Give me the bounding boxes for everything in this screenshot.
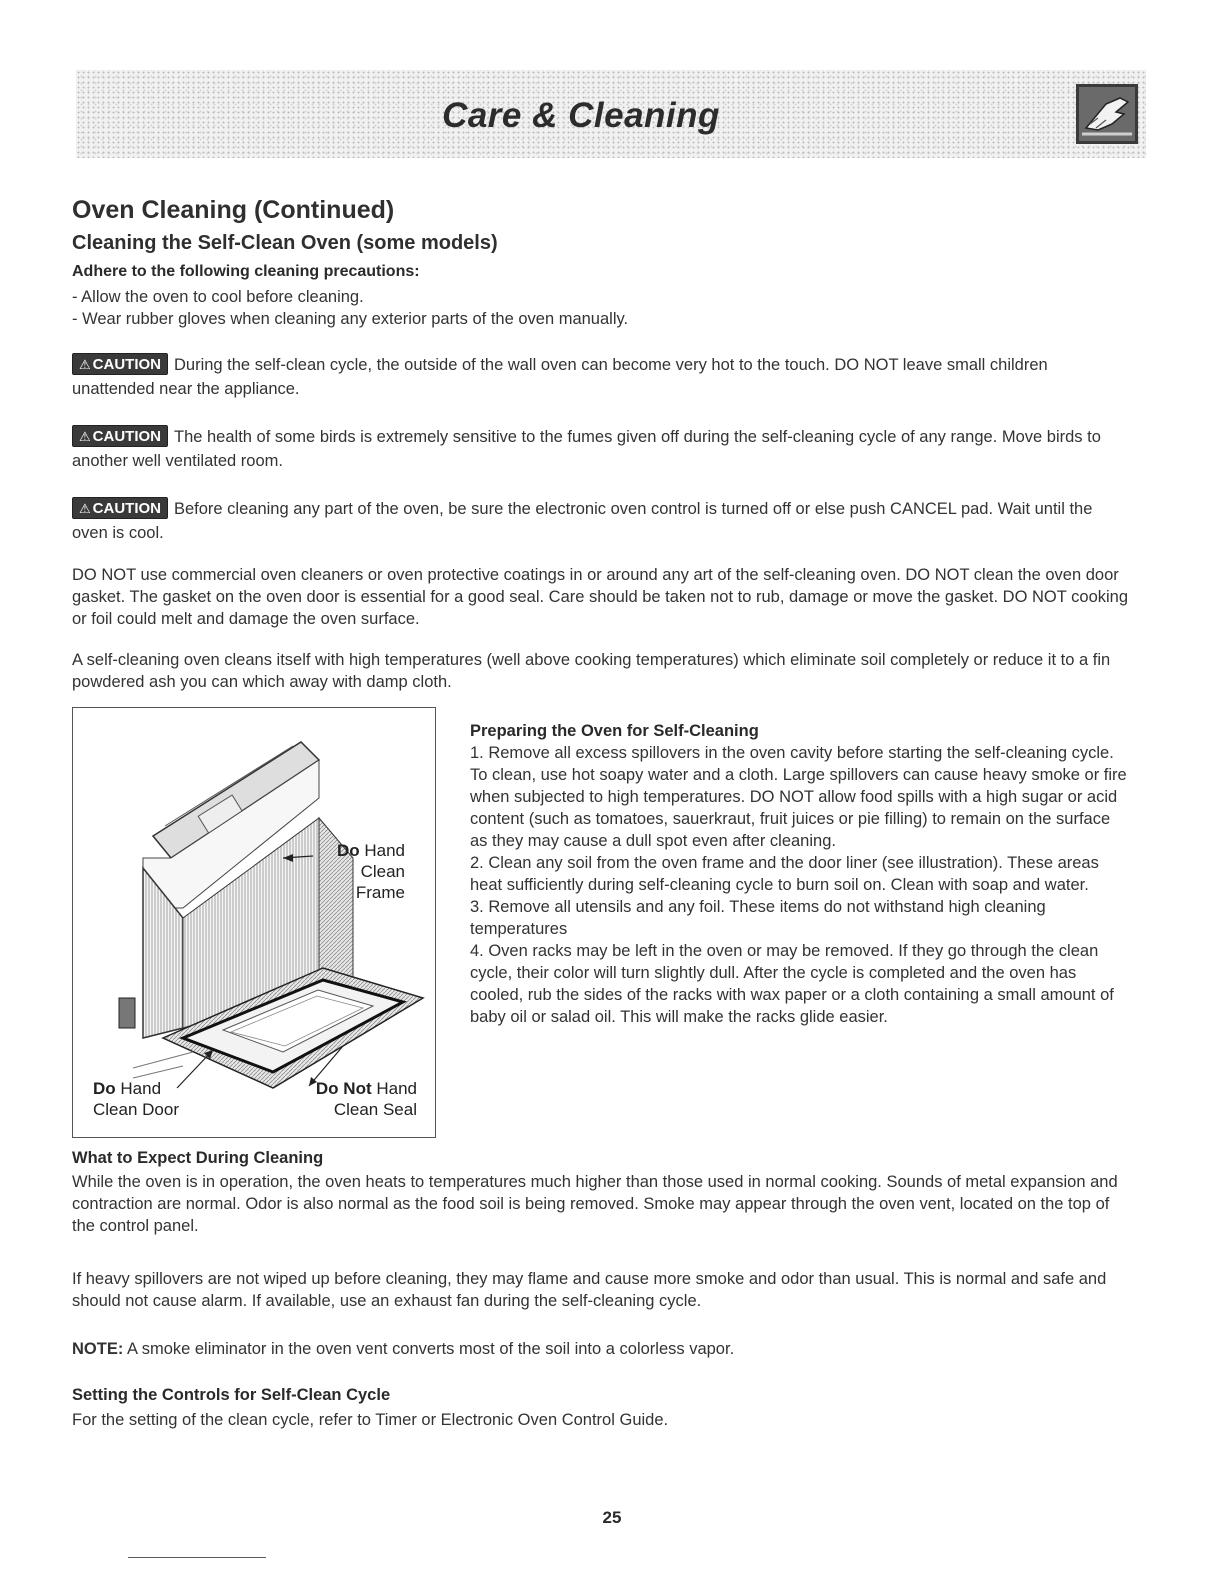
precautions-list <box>72 286 1130 330</box>
warning-triangle-icon: ⚠ <box>79 357 91 372</box>
caution-notice <box>72 353 1130 401</box>
warning-triangle-icon: ⚠ <box>79 501 91 516</box>
caution-badge: ⚠ CAUTION <box>72 497 168 519</box>
expect-heading: What to Expect During Cleaning <box>72 1149 324 1167</box>
warning-triangle-icon: ⚠ <box>79 429 91 444</box>
body-paragraph: A self-cleaning oven cleans itself with high temperatures (well above cooking temperatures) which eliminate soil completely or reduce it to a fin powdered ash you can which away with damp cloth. <box>72 651 1111 691</box>
oven-illustration <box>72 707 436 1138</box>
page-header-title: Care & Cleaning <box>442 96 720 135</box>
label-clean-door: Do Hand Clean Door <box>93 1079 179 1119</box>
note-label: NOTE: <box>72 1340 124 1358</box>
section-subtitle: Cleaning the Self-Clean Oven (some models) <box>72 232 498 254</box>
preparing-step: 3. Remove all utensils and any foil. These items do not withstand high cleaning temperatures <box>470 898 1046 938</box>
expect-paragraph: If heavy spillovers are not wiped up before cleaning, they may flame and cause more smoke and odor than usual. This is normal and safe and should not cause alarm. If available, use an exhaust fan during the self-cleaning cycle. <box>72 1270 1107 1310</box>
controls-paragraph: For the setting of the clean cycle, refer to Timer or Electronic Oven Control Guide. <box>72 1411 669 1429</box>
expect-paragraph: While the oven is in operation, the oven heats to temperatures much higher than those used in normal cooking. Sounds of metal expansion and contraction are normal. Odor is also normal as the food soil is being removed. Smoke may appear through the oven vent, located on the top of the control panel. <box>72 1173 1118 1235</box>
preparing-step: 4. Oven racks may be left in the oven or may be removed. If they go through the clean cycle, their color will turn slightly dull. After the cycle is completed and the oven has cooled, rub the sides of the racks with wax paper or a cloth containing a small amount of baby oil or salad oil. This will make the racks glide easier. <box>470 942 1114 1026</box>
caution-notice <box>72 497 1130 545</box>
section-title: Oven Cleaning (Continued) <box>72 196 395 224</box>
caution-text: During the self-clean cycle, the outside of the wall oven can become very hot to the touch. DO NOT leave small children unattended near the appliance. <box>72 356 1048 398</box>
preparing-step: 2. Clean any soil from the oven frame and the door liner (see illustration). These areas heat sufficiently during self-cleaning cycle to burn soil on. Clean with soap and water. <box>470 854 1099 894</box>
precautions-heading: Adhere to the following cleaning precautions: <box>72 263 420 280</box>
caution-badge: ⚠ CAUTION <box>72 353 168 375</box>
caution-badge: ⚠ CAUTION <box>72 425 168 447</box>
page-number: 25 <box>602 1508 622 1527</box>
note-text: A smoke eliminator in the oven vent converts most of the soil into a colorless vapor. <box>123 1340 735 1358</box>
preparing-heading: Preparing the Oven for Self-Cleaning <box>470 722 759 740</box>
preparing-section <box>470 720 1130 1028</box>
hand-wiping-icon <box>1076 84 1138 144</box>
precaution-item: - Wear rubber gloves when cleaning any exterior parts of the oven manually. <box>72 310 629 328</box>
note-paragraph <box>72 1338 1130 1360</box>
caution-text: Before cleaning any part of the oven, be sure the electronic oven control is turned off or else push CANCEL pad. Wait until the oven is cool. <box>72 500 1093 542</box>
precaution-item: - Allow the oven to cool before cleaning. <box>72 288 364 306</box>
label-clean-frame: Do Hand Clean Frame <box>336 841 405 902</box>
oven-drawing <box>73 708 436 1138</box>
preparing-step: 1. Remove all excess spillovers in the oven cavity before starting the self-cleaning cycle. To clean, use hot soapy water and a cloth. Large spillovers can cause heavy smoke or fire when subjected to high temperatures. DO NOT allow food spills with a high sugar or acid content (such as tomatoes, sauerkraut, fruit juices or pie filling) to remain on the surface as they may cause a dull spot even after cleaning. <box>470 744 1127 850</box>
body-paragraph: DO NOT use commercial oven cleaners or oven protective coatings in or around any art of the self-cleaning oven. DO NOT clean the oven door gasket. The gasket on the oven door is essential for a good seal. Care should be taken not to rub, damage or move the gasket. DO NOT cooking or foil could melt and damage the oven surface. <box>72 566 1129 628</box>
controls-heading: Setting the Controls for Self-Clean Cycle <box>72 1386 391 1404</box>
caution-notice <box>72 425 1130 473</box>
footer-rule <box>128 1557 266 1558</box>
label-clean-seal: Do Not Hand Clean Seal <box>315 1079 417 1119</box>
header-banner <box>76 70 1146 158</box>
caution-text: The health of some birds is extremely sensitive to the fumes given off during the self-cleaning cycle of any range. Move birds to another well ventilated room. <box>72 428 1101 470</box>
